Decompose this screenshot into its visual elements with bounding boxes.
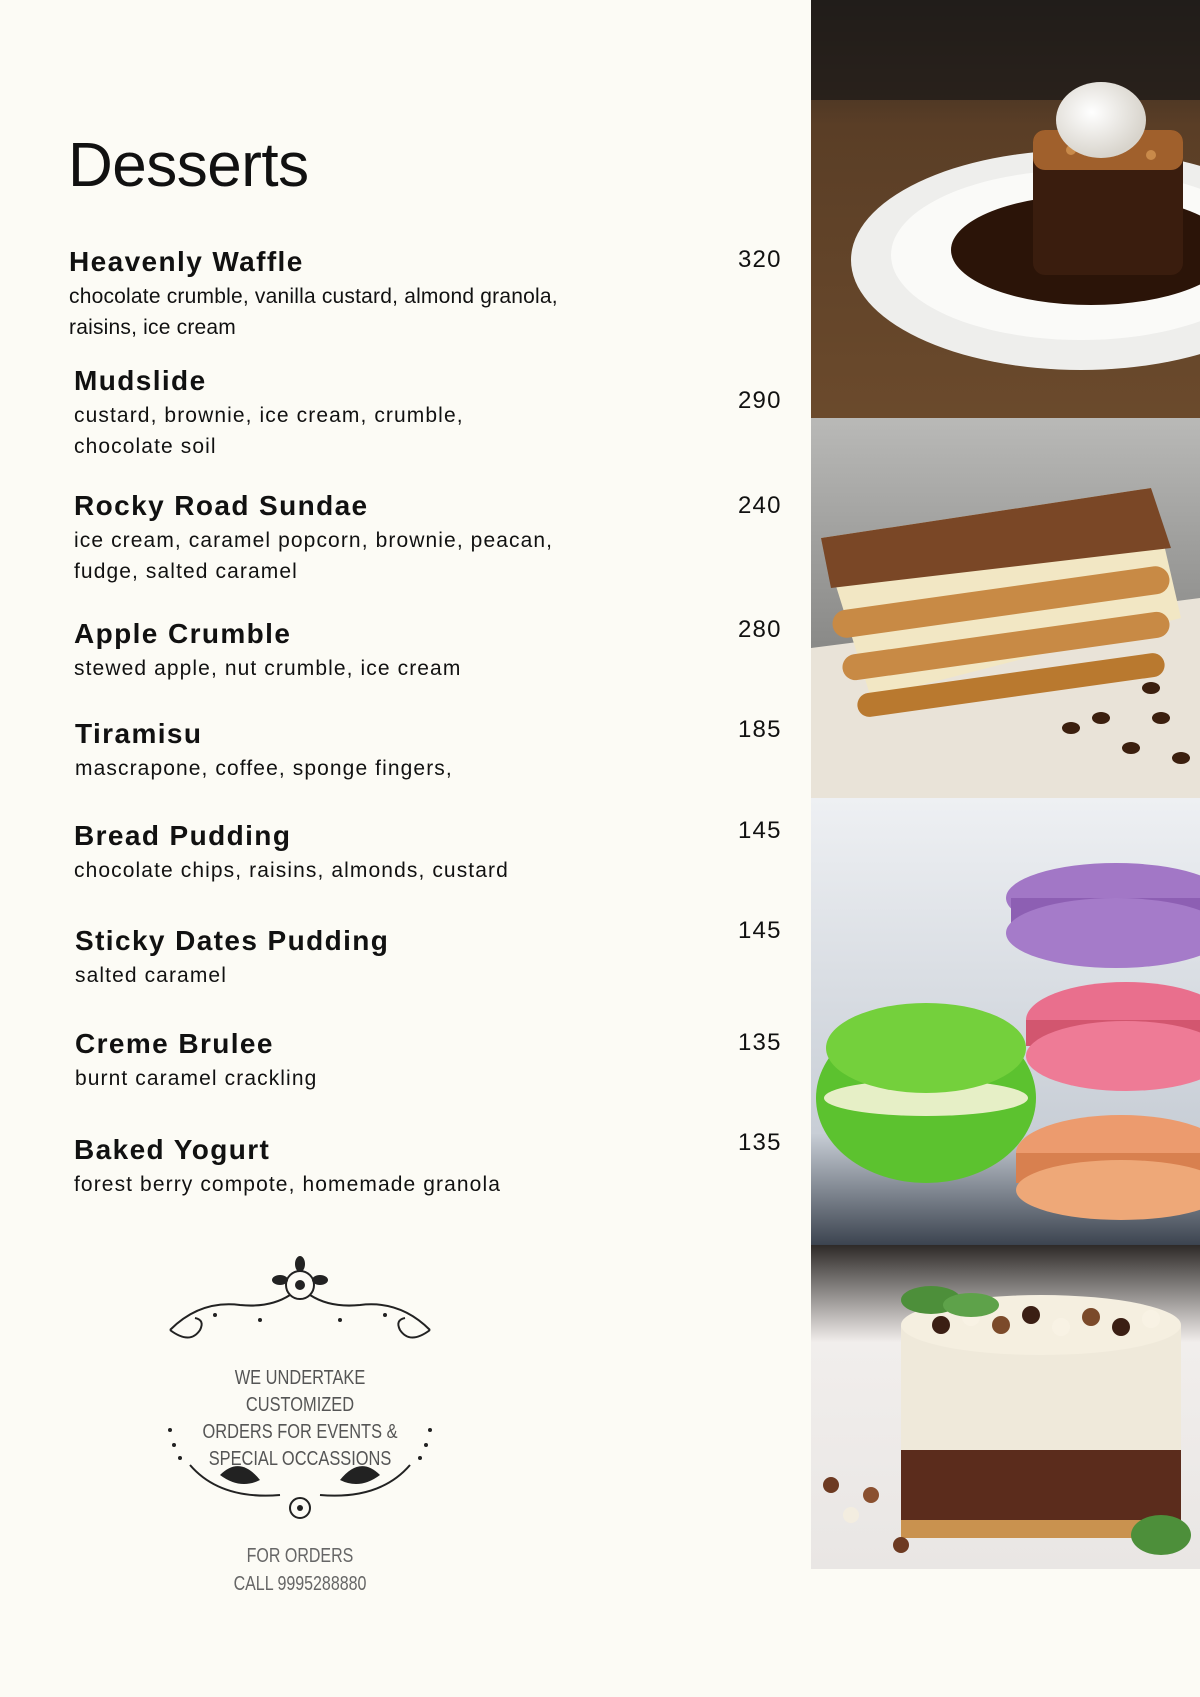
tiramisu-photo — [811, 418, 1200, 798]
item-price: 145 — [738, 817, 782, 844]
photo-column — [811, 0, 1200, 1569]
menu-item — [75, 1028, 775, 1095]
item-name: Sticky Dates Pudding — [75, 925, 390, 956]
item-description: custard, brownie, ice cream, crumble, chocolate soil — [74, 404, 464, 458]
item-description: chocolate chips, raisins, almonds, custard — [74, 859, 509, 883]
custom-orders-notice — [160, 1250, 440, 1540]
item-price: 280 — [738, 616, 782, 643]
item-name: Apple Crumble — [74, 618, 292, 649]
menu-item — [74, 618, 774, 685]
item-description: stewed apple, nut crumble, ice cream — [74, 657, 462, 681]
item-name: Creme Brulee — [75, 1028, 274, 1059]
item-description: chocolate crumble, vanilla custard, almond granola, raisins, ice cream — [69, 285, 558, 339]
item-price: 135 — [738, 1029, 782, 1056]
menu-item — [75, 718, 775, 785]
item-price: 185 — [738, 716, 782, 743]
menu-item — [74, 365, 774, 462]
page-title: Desserts — [68, 131, 309, 200]
item-description: burnt caramel crackling — [75, 1067, 318, 1091]
item-price: 290 — [738, 387, 782, 414]
item-price: 145 — [738, 917, 782, 944]
item-name: Mudslide — [74, 365, 207, 396]
menu-item — [69, 246, 769, 343]
menu-item — [74, 490, 774, 587]
menu-item — [74, 1134, 774, 1201]
order-contact — [188, 1542, 412, 1598]
item-name: Baked Yogurt — [74, 1134, 271, 1165]
macarons-photo — [811, 798, 1200, 1245]
item-description: mascrapone, coffee, sponge fingers, — [75, 757, 453, 781]
item-price: 320 — [738, 246, 782, 273]
item-name: Tiramisu — [75, 718, 203, 749]
item-description: salted caramel — [75, 964, 227, 988]
orders-label: FOR ORDERS — [246, 1545, 354, 1567]
item-price: 240 — [738, 492, 782, 519]
item-description: ice cream, caramel popcorn, brownie, peacan, fudge, salted caramel — [74, 529, 554, 583]
item-price: 135 — [738, 1129, 782, 1156]
item-name: Bread Pudding — [74, 820, 292, 851]
brownie-with-ice-cream-photo — [811, 0, 1200, 418]
menu-item — [74, 820, 774, 887]
custom-orders-text: WE UNDERTAKE CUSTOMIZED ORDERS FOR EVENTS & SPECIAL OCCASSIONS — [202, 1367, 398, 1470]
item-description: forest berry compote, homemade granola — [74, 1173, 501, 1197]
orders-phone: CALL 9995288880 — [233, 1573, 367, 1595]
menu-item — [75, 925, 775, 992]
item-name: Heavenly Waffle — [69, 246, 304, 277]
item-name: Rocky Road Sundae — [74, 490, 369, 521]
mousse-cake-photo — [811, 1245, 1200, 1569]
